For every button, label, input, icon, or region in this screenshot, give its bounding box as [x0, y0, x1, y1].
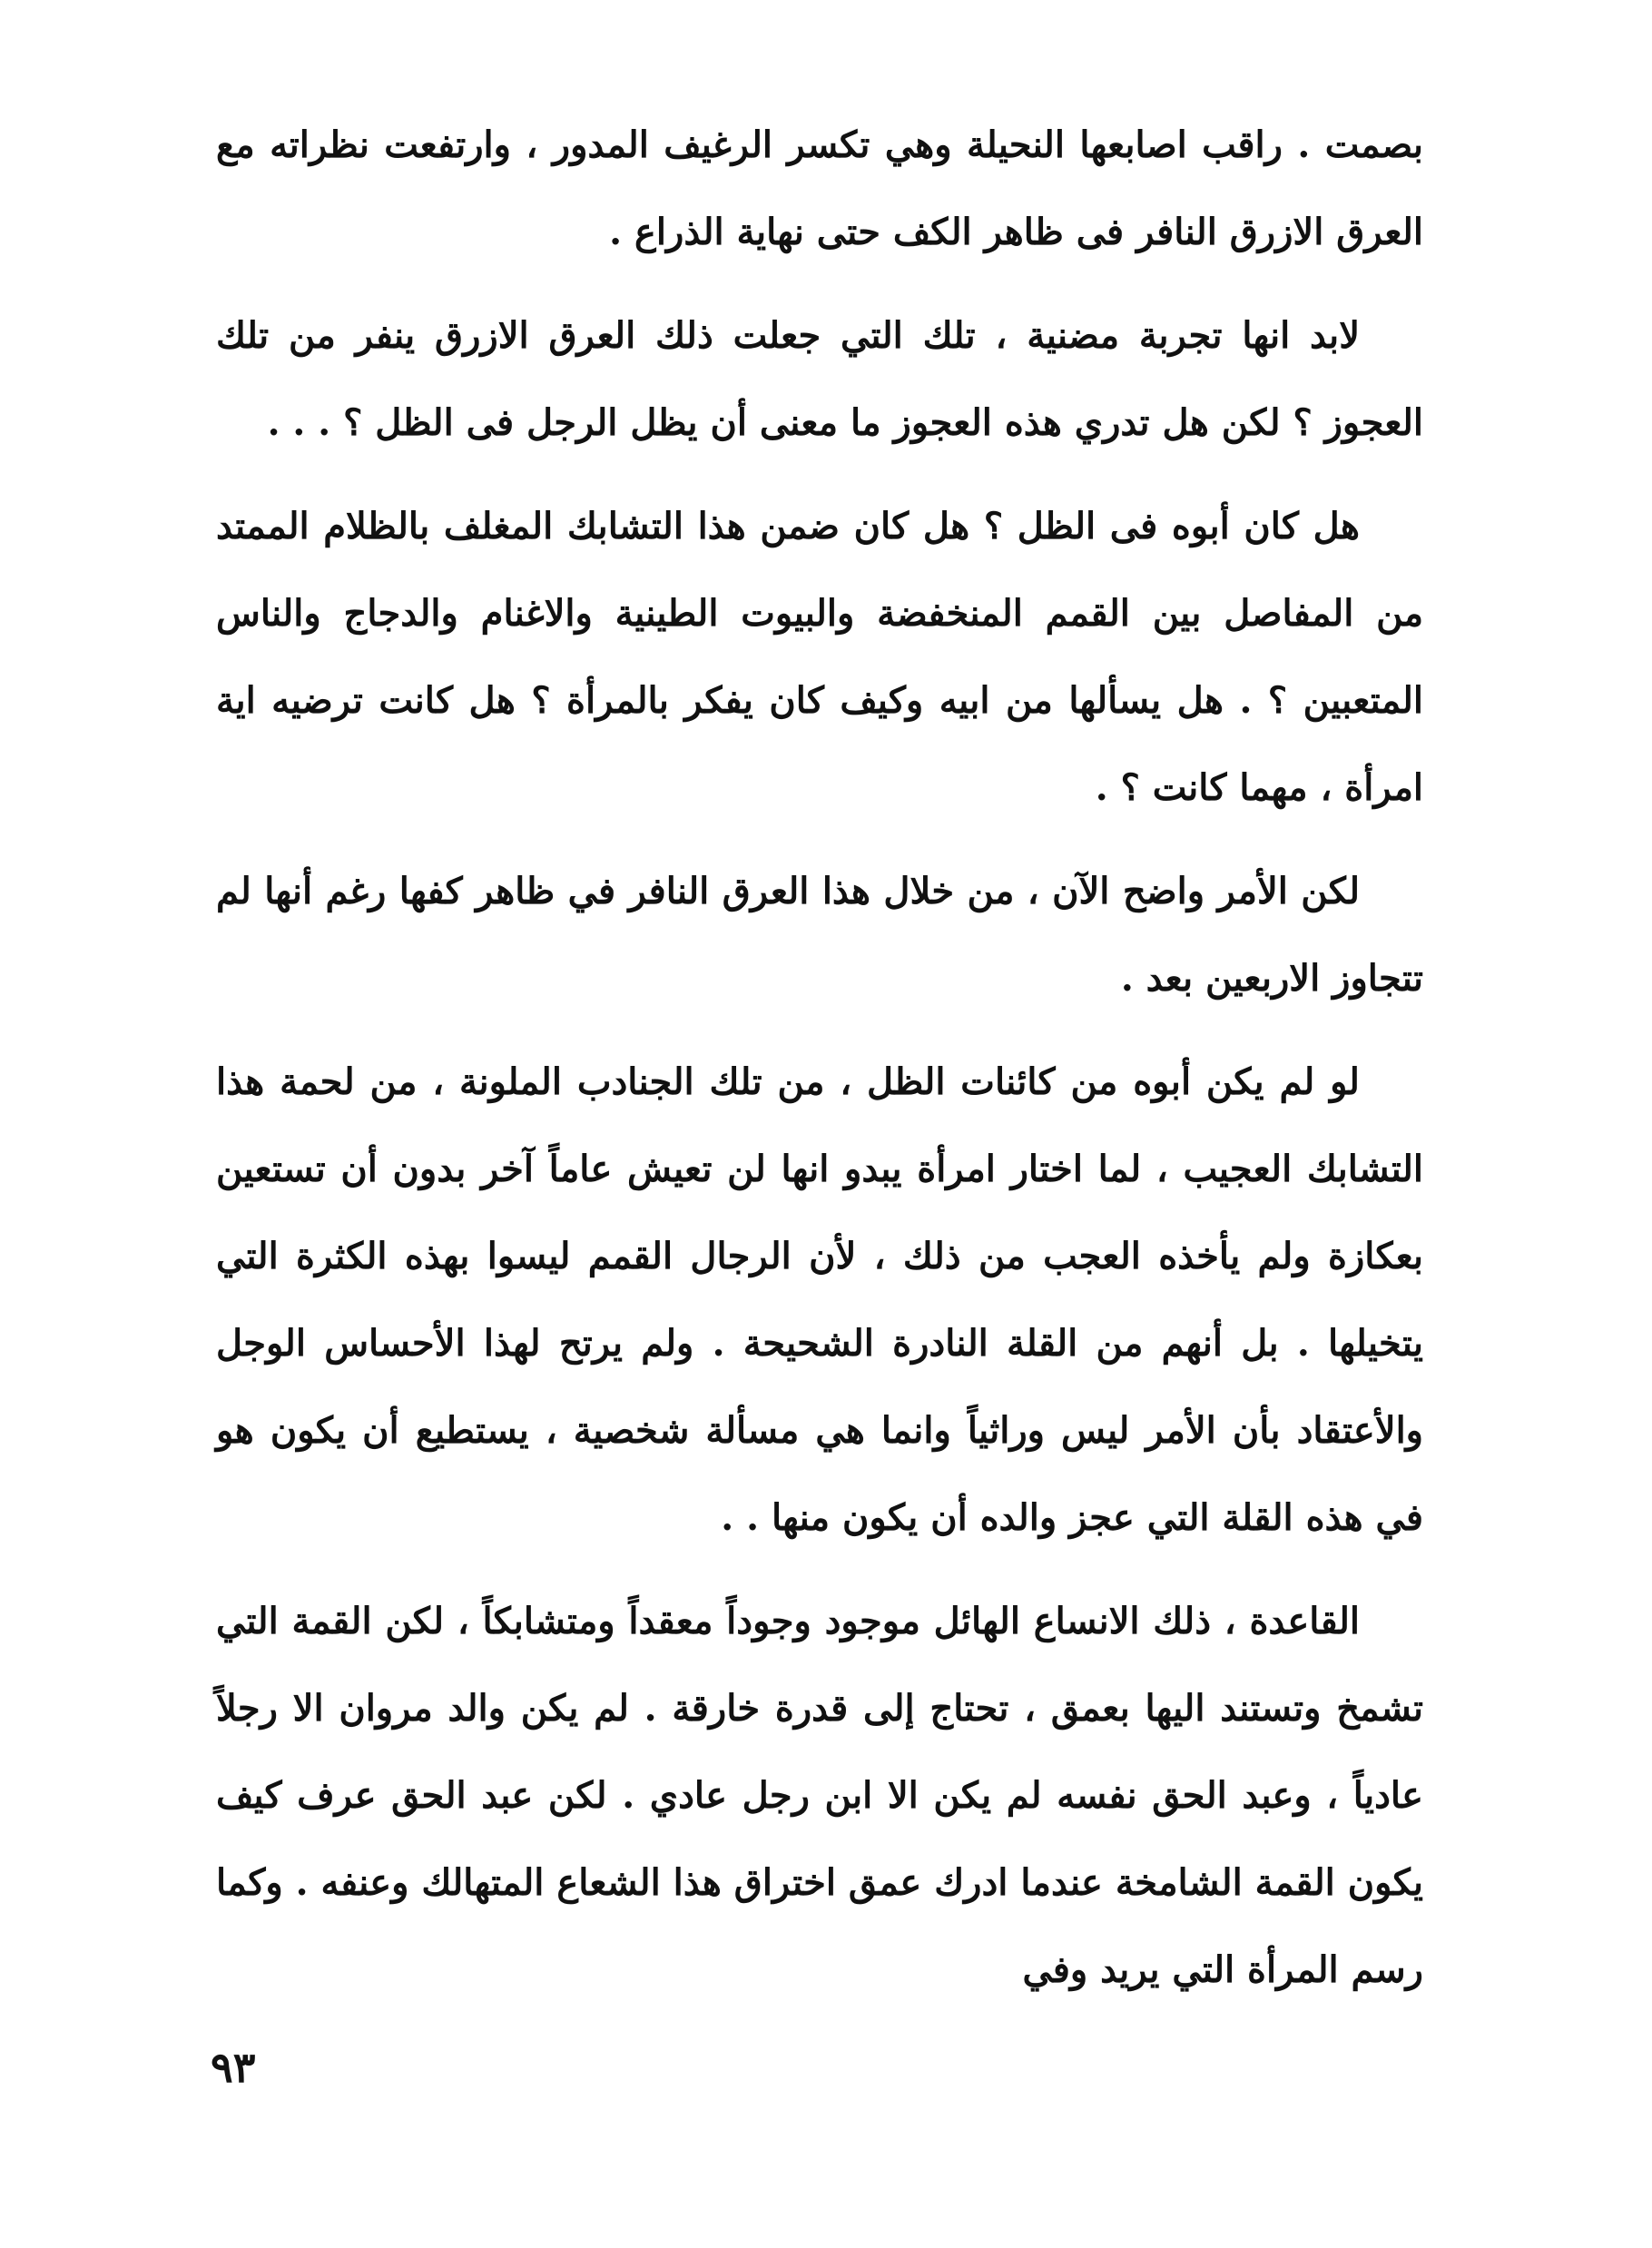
- paragraph-4: لكن الأمر واضح الآن ، من خلال هذا العرق النافر في ظاهر كفها رغم أنها لم تتجاوز الاربعين بعد .: [216, 870, 1423, 1000]
- paragraph-1: بصمت . راقب اصابعها النحيلة وهي تكسر الرغيف المدور ، وارتفعت نظراته مع العرق الازرق النافر فى ظاهر الكف حتى نهاية الذراع .: [216, 123, 1423, 253]
- paragraph-5: لو لم يكن أبوه من كائنات الظل ، من تلك الجنادب الملونة ، من لحمة هذا التشابك العجيب ، لما اختار امرأة يبدو انها لن تعيش عاماً آخر بدون أن تستعين بعكازة ولم يأخذه العجب من ذلك ، لأن الرجال القمم ليسوا بهذه الكثرة التي يتخيلها . بل أنهم من القلة النادرة الشحيحة . ولم يرتح لهذا الأحساس الوجل والأعتقاد بأن الأمر ليس وراثياً وانما هي مسألة شخصية ، يستطيع أن يكون هو في هذه القلة التي عجز والده أن يكون منها . .: [216, 1060, 1424, 1539]
- paragraph-2: لابد انها تجربة مضنية ، تلك التي جعلت ذلك العرق الازرق ينفر من تلك العجوز ؟ لكن هل تدري هذه العجوز ما معنى أن يظل الرجل فى الظل ؟ . . .: [216, 314, 1423, 444]
- page-number: ٩٣: [211, 2043, 256, 2092]
- paragraph-6: القاعدة ، ذلك الانساع الهائل موجود وجوداً معقداً ومتشابكاً ، لكن القمة التي تشمخ وتستند اليها بعمق ، تحتاج إلى قدرة خارقة . لم يكن والد مروان الا رجلاً عادياً ، وعبد الحق نفسه لم يكن الا ابن رجل عادي . لكن عبد الحق عرف كيف يكون القمة الشامخة عندما ادرك عمق اختراق هذا الشعاع المتهالك وعنفه . وكما رسم المرأة التي يريد وفي: [216, 1600, 1423, 1991]
- paragraph-3: هل كان أبوه فى الظل ؟ هل كان ضمن هذا التشابك المغلف بالظلام الممتد من المفاصل بين القمم المنخفضة والبيوت الطينية والاغنام والدجاج والناس المتعبين ؟ . هل يسألها من ابيه وكيف كان يفكر بالمرأة ؟ هل كانت ترضيه اية امرأة ، مهما كانت ؟ .: [216, 505, 1423, 809]
- page-body-text: [216, 102, 1423, 2030]
